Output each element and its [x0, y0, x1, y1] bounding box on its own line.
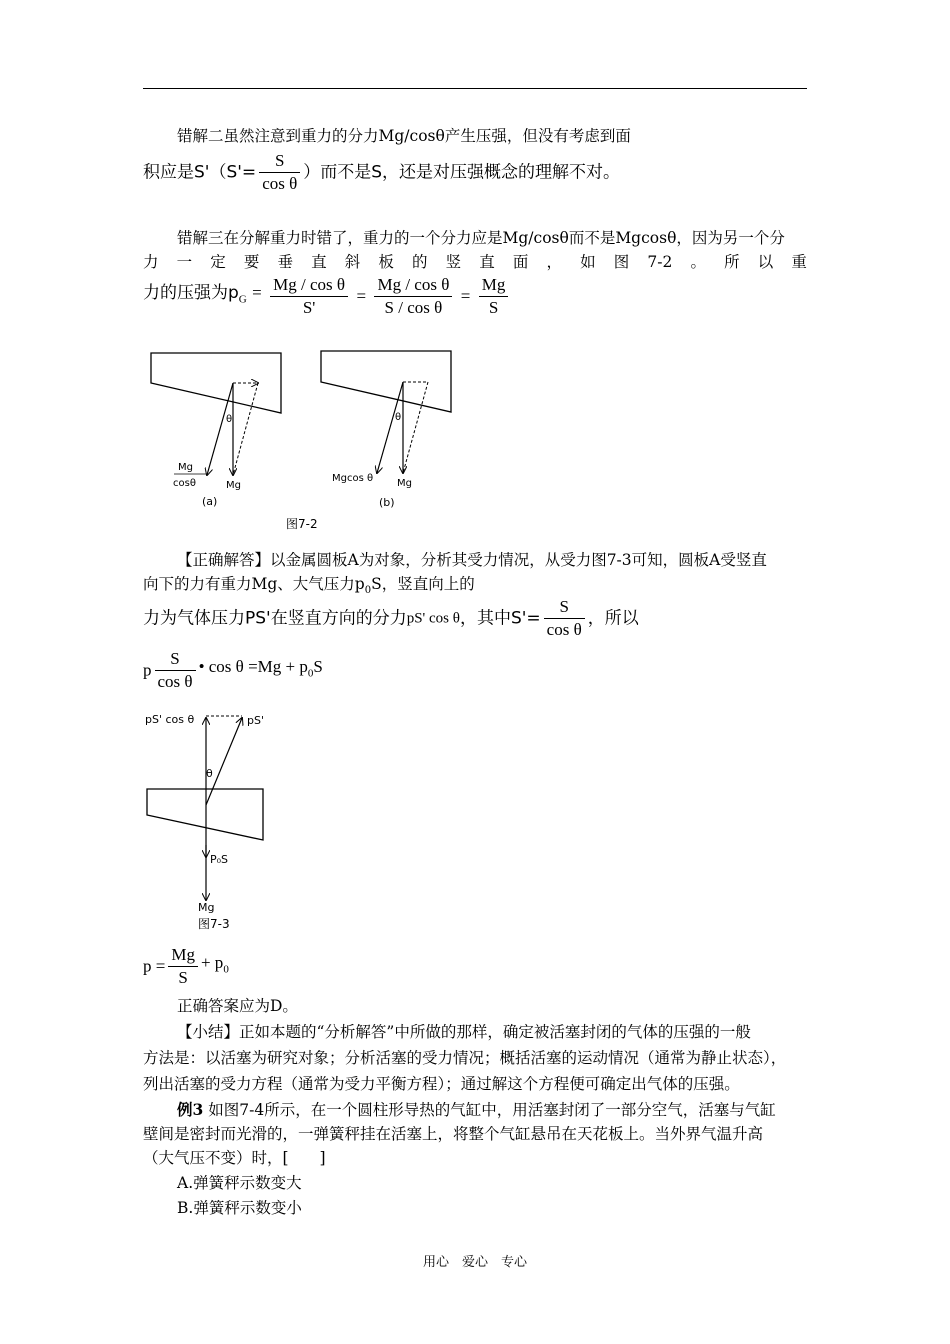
plate-b — [321, 351, 451, 412]
fraction-s-over-cos: $\frac{S}{\text{cos θ}}$ — [259, 150, 300, 195]
formula-s-prime: 积应是S'（S'= $\frac{S}{\text{cos θ}}$ ）而不是S，还是对压强概念的理解不对。 — [143, 151, 621, 193]
justified-char: 如 — [580, 253, 596, 271]
justified-char: 的 — [412, 253, 428, 271]
theta-label-b: θ — [395, 412, 402, 423]
justified-char: 直 — [479, 253, 495, 271]
mg-label-b: Mg — [397, 478, 412, 489]
fraction-1: $\frac{\text{Mg / cos θ}}{S'}$ — [270, 274, 348, 319]
theta-label-a: θ — [226, 414, 233, 425]
justified-char: 垂 — [277, 253, 294, 271]
justified-char: 斜 — [344, 253, 361, 271]
example-3-line1: 例3 如图7-4所示，在一个圆柱形导热的气缸中，用活塞封闭了一部分空气，活塞与气缸 — [177, 1100, 776, 1119]
justified-char: 一 — [176, 253, 193, 271]
fraction-s-over-cos-2: $\frac{S}{\text{cos θ}}$ — [544, 596, 585, 641]
formula-pressure-gravity: 力的压强为$p_G$ = $\frac{\text{Mg / cos θ}}{S'}$ = $\frac{\text{Mg / cos θ}}{\text{S / cos θ}}$ = $\frac{Mg}{S}$ — [143, 274, 807, 319]
ps-arrow — [206, 718, 242, 805]
justified-char: 。 — [690, 253, 706, 271]
fraction-2: $\frac{\text{Mg / cos θ}}{\text{S / cos θ}}$ — [374, 274, 452, 319]
paragraph-correct-answer-line2: 向下的力有重力Mg、大气压力$p_0S$，竖直向上的 — [143, 575, 475, 597]
justified-char: ， — [546, 253, 563, 271]
justified-char: 以 — [757, 253, 774, 271]
dashed-diagonal-b — [403, 382, 428, 473]
fraction-3: $\frac{Mg}{S}$ — [479, 274, 509, 319]
mg-label: Mg — [198, 901, 215, 914]
justified-char: 重 — [791, 253, 807, 271]
justified-char: 力 — [143, 253, 159, 271]
dashed-diagonal-a — [233, 383, 258, 475]
justified-char: 定 — [210, 253, 226, 271]
justified-char: 面 — [512, 253, 529, 271]
fraction-s-over-cos-3: $\frac{S}{\text{cos θ}}$ — [155, 648, 196, 693]
theta-label: θ — [206, 767, 213, 780]
figure-7-2-caption: 图7-2 — [286, 517, 318, 531]
justified-char: 竖 — [445, 253, 462, 271]
example-3-line2: 壁间是密封而光滑的，一弹簧秤挂在活塞上，将整个气缸悬吊在天花板上。当外界气温升高 — [143, 1125, 764, 1143]
justified-char: 直 — [311, 253, 327, 271]
figure-7-3-caption: 图7-3 — [198, 917, 230, 931]
formula-equilibrium: p $\frac{S}{\text{cos θ}}$ • $\cos \theta =Mg + p_0S$ — [143, 649, 323, 691]
formula-gas-pressure-component: 力为气体压力PS'在竖直方向的分力pS' cos θ，其中S'= $\frac{S}{\text{cos θ}}$ ，所以 — [143, 597, 639, 639]
cos-denominator-label-a: cosθ — [173, 478, 196, 489]
header-rule — [143, 88, 807, 89]
mgcos-label-b: Mgcos θ — [332, 473, 374, 484]
figure-7-2 — [140, 340, 480, 540]
label-b: (b) — [379, 496, 395, 509]
paragraph-error-three-line2 — [143, 250, 807, 274]
option-a: A.弹簧秤示数变大 — [177, 1174, 302, 1192]
p0s-label: P₀S — [210, 853, 229, 866]
example-3-line3: （大气压不变）时，[ ] — [143, 1149, 326, 1167]
option-b: B.弹簧秤示数变小 — [177, 1199, 302, 1217]
summary-line1: 【小结】正如本题的“分析解答”中所做的那样，确定被活塞封闭的气体的压强的一般 — [177, 1023, 751, 1041]
paragraph-correct-answer: 【正确解答】以金属圆板A为对象，分析其受力情况，从受力图7-3可知，圆板A受竖直 — [177, 551, 767, 569]
paragraph-error-two: 错解二虽然注意到重力的分力Mg/cosθ产生压强，但没有考虑到面 — [177, 127, 631, 145]
page-footer: 用心 爱心 专心 — [422, 1255, 527, 1270]
ps-cos-label: pS' cos θ — [145, 713, 195, 726]
ps-label: pS' — [247, 714, 264, 727]
figure-7-3 — [140, 705, 320, 940]
justified-char: 所 — [724, 253, 740, 271]
justified-char: 图 — [613, 253, 630, 271]
summary-line2: 方法是：以活塞为研究对象；分析活塞的受力情况；概括活塞的运动情况（通常为静止状态）， — [143, 1049, 787, 1067]
justified-char: 7-2 — [647, 253, 673, 271]
mg-label-a: Mg — [226, 480, 241, 491]
plate — [147, 789, 263, 840]
formula-result: p = $\frac{Mg}{S}$ + $p_0$ — [143, 945, 229, 987]
justified-line — [143, 250, 807, 274]
label-a: (a) — [202, 495, 218, 508]
fraction-mg-over-s: $\frac{Mg}{S}$ — [168, 944, 198, 989]
summary-line3: 列出活塞的受力方程（通常为受力平衡方程）；通过解这个方程便可确定出气体的压强。 — [143, 1075, 740, 1093]
plate-a — [151, 353, 281, 413]
mg-numerator-label-a: Mg — [178, 462, 193, 473]
answer-line: 正确答案应为D。 — [177, 997, 298, 1015]
justified-char: 板 — [378, 253, 394, 271]
paragraph-error-three: 错解三在分解重力时错了，重力的一个分力应是Mg/cosθ而不是Mgcosθ，因为另一个分 — [177, 229, 785, 247]
justified-char: 要 — [243, 253, 260, 271]
